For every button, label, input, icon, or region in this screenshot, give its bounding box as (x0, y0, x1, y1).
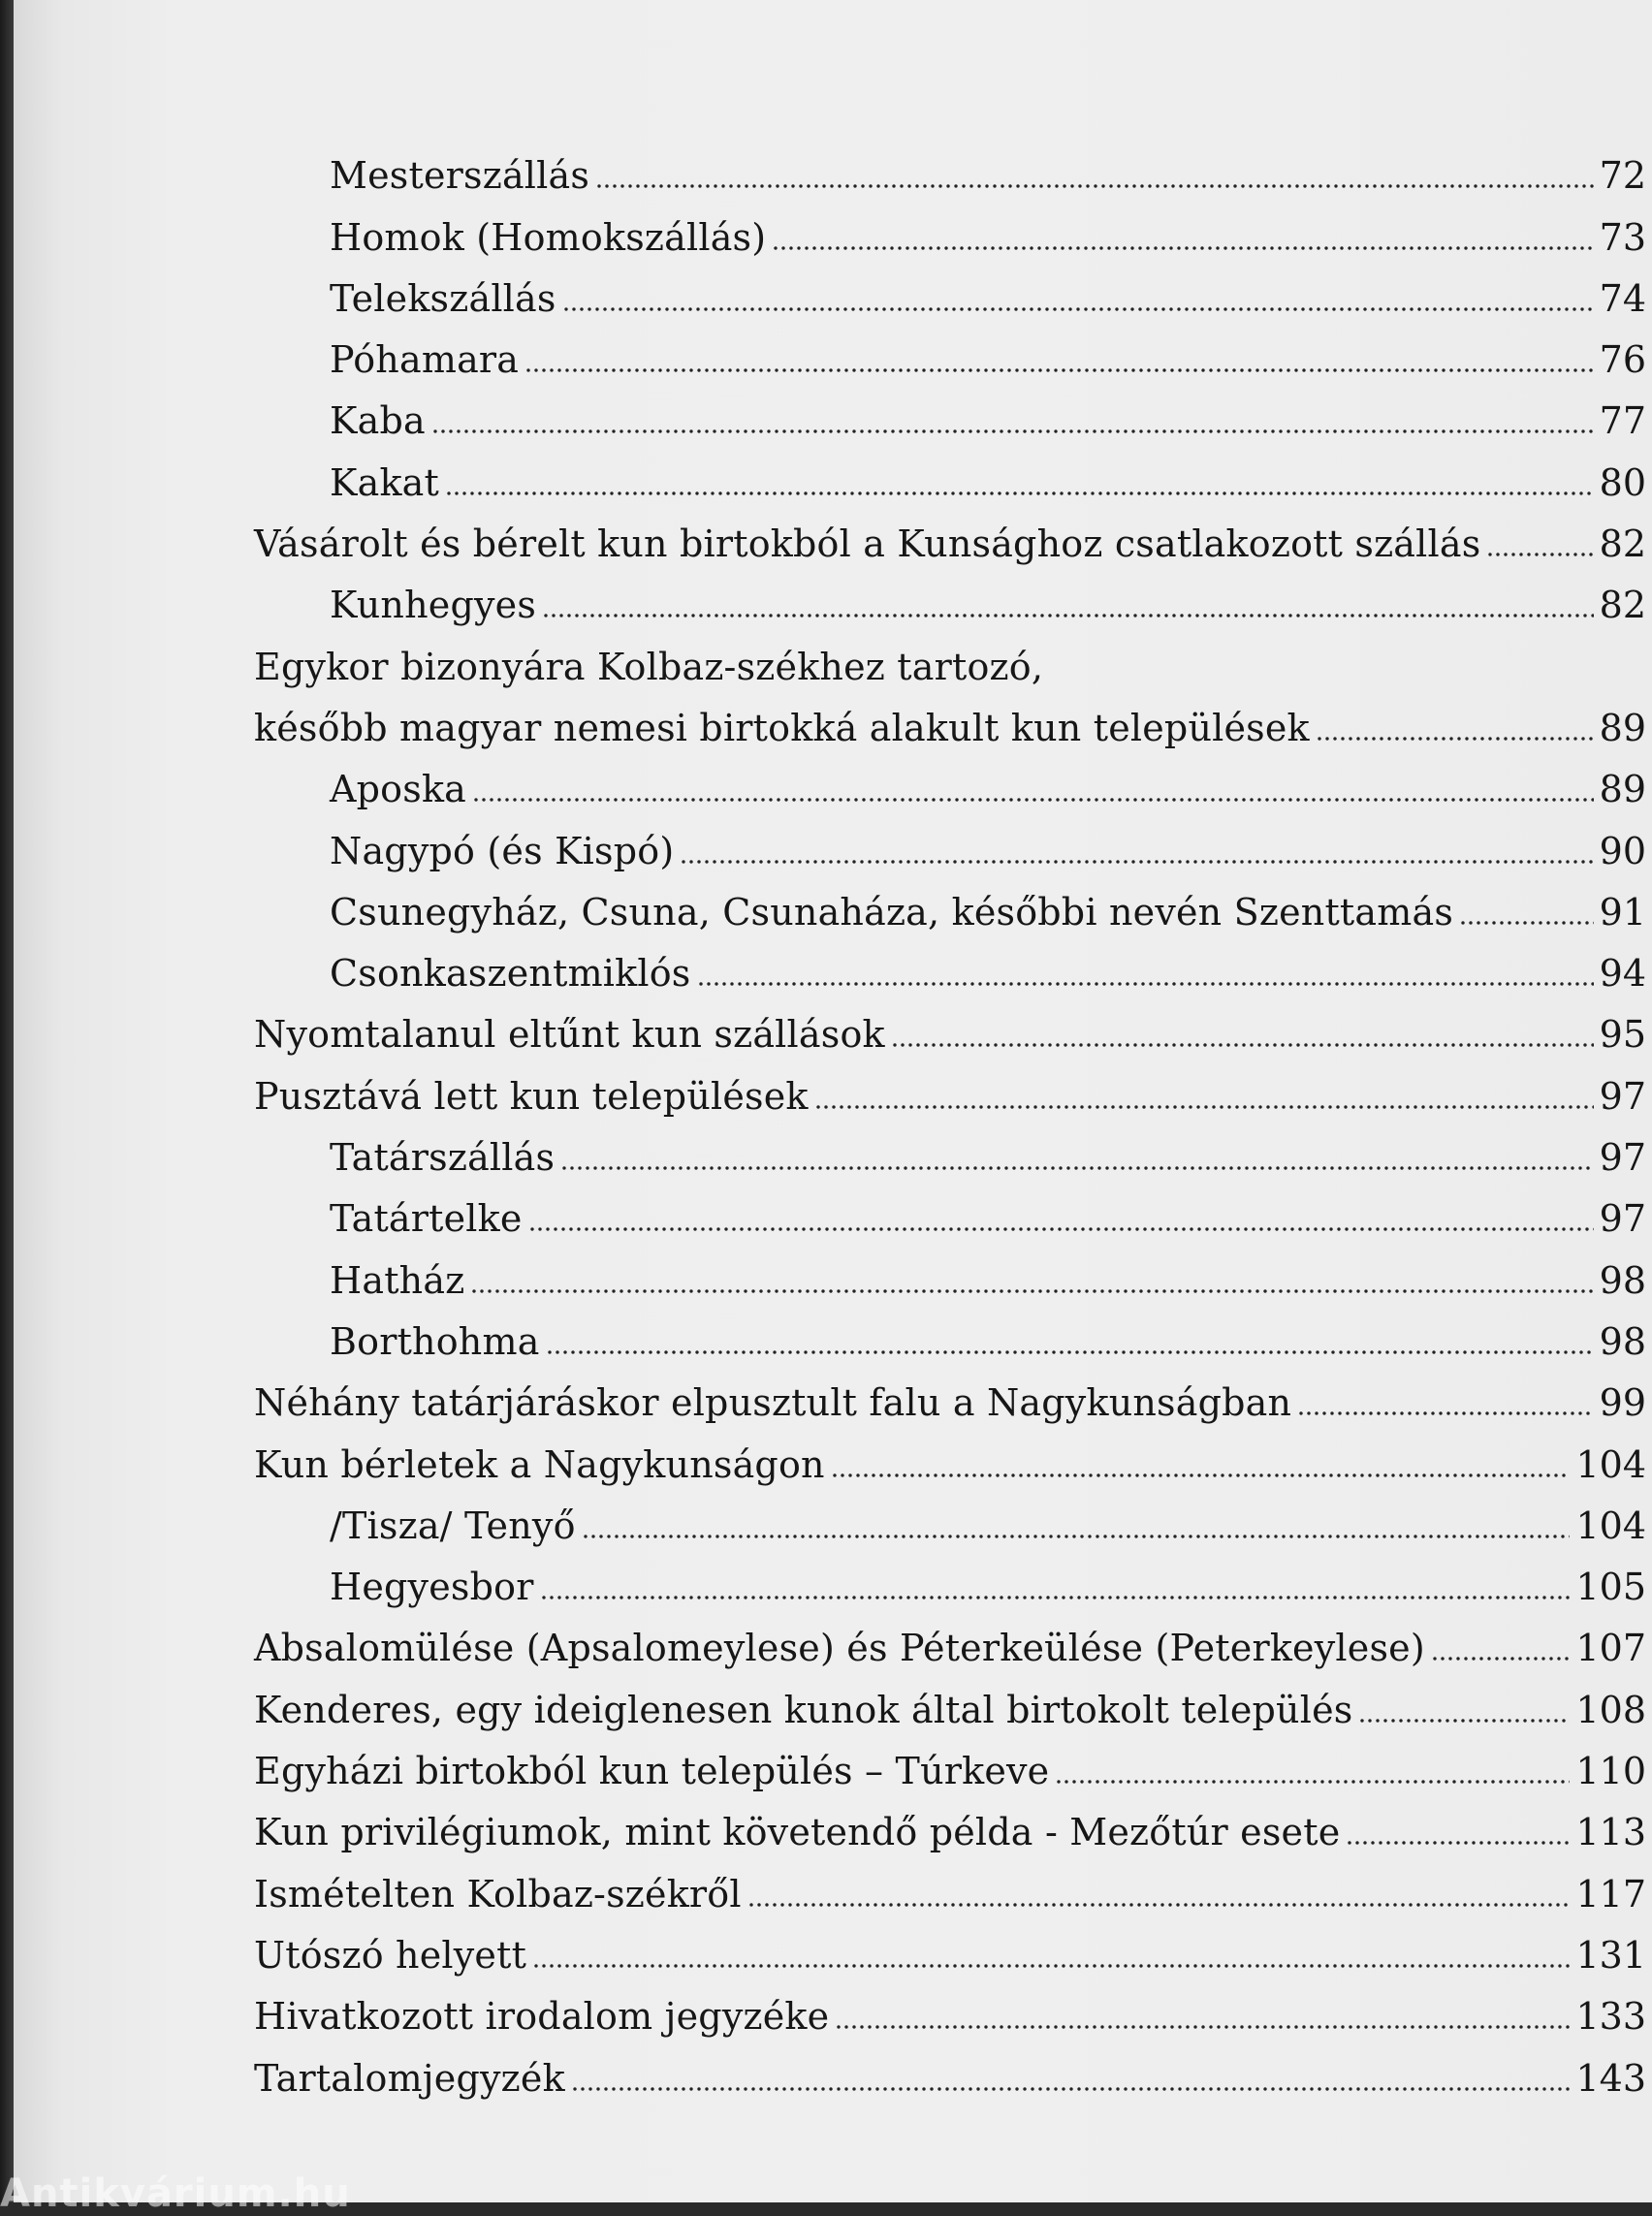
toc-entry-title: később magyar nemesi birtokká alakult kun települések (254, 706, 1310, 749)
toc-entry (254, 1552, 1646, 1613)
toc-entry-title: Tatárszállás (330, 1136, 556, 1180)
toc-entry (254, 1061, 1646, 1122)
toc-dot-leader (1358, 1718, 1570, 1724)
toc-dot-leader (595, 183, 1594, 189)
toc-dot-leader (1431, 1656, 1571, 1662)
toc-entry-page-number: 133 (1575, 1995, 1646, 2039)
toc-entry-page-number: 91 (1599, 890, 1646, 934)
toc-dot-leader (1486, 552, 1593, 557)
toc-entry (254, 1736, 1646, 1797)
toc-entry-title: Tatártelke (330, 1197, 523, 1241)
toc-entry (254, 1491, 1646, 1552)
toc-entry (254, 815, 1646, 876)
toc-entry (254, 570, 1646, 631)
toc-entry (254, 631, 1646, 692)
toc-entry-title: Kenderes, egy ideiglenesen kunok által birtokolt település (254, 1688, 1353, 1731)
toc-entry (254, 202, 1646, 263)
toc-dot-leader (1297, 1410, 1593, 1416)
toc-entry (254, 447, 1646, 508)
toc-entry-title: Pusztává lett kun települések (254, 1074, 809, 1118)
toc-entry (254, 386, 1646, 447)
toc-entry (254, 1920, 1646, 1981)
toc-dot-leader (835, 2024, 1570, 2030)
toc-dot-leader (680, 859, 1593, 865)
toc-entry-title: Nyomtalanul eltűnt kun szállások (254, 1013, 885, 1057)
toc-dot-leader (542, 613, 1594, 618)
toc-entry-page-number: 76 (1599, 338, 1646, 382)
toc-dot-leader (1346, 1840, 1570, 1846)
toc-dot-leader (560, 1165, 1593, 1171)
toc-entry-page-number: 72 (1599, 154, 1646, 198)
toc-dot-leader (1316, 736, 1594, 742)
toc-entry-title: Mesterszállás (330, 154, 590, 198)
toc-dot-leader (472, 797, 1594, 803)
toc-entry (254, 325, 1646, 386)
table-of-contents (254, 141, 1646, 2105)
toc-entry-title: Tartalomjegyzék (254, 2056, 565, 2100)
toc-entry-title: /Tisza/ Tenyő (330, 1504, 576, 1547)
toc-entry-title: Néhány tatárjáráskor elpusztult falu a Nagykunságban (254, 1381, 1292, 1425)
toc-dot-leader (524, 367, 1593, 373)
toc-entry (254, 877, 1646, 938)
toc-entry-page-number: 73 (1599, 215, 1646, 259)
book-binding-edge (0, 0, 14, 2202)
toc-entry-page-number: 98 (1599, 1319, 1646, 1363)
toc-entry (254, 141, 1646, 202)
toc-entry (254, 264, 1646, 325)
toc-dot-leader (431, 428, 1594, 434)
toc-entry-title: Egykor bizonyára Kolbaz-székhez tartozó, (254, 645, 1044, 688)
toc-entry-page-number: 97 (1599, 1136, 1646, 1180)
toc-entry (254, 1613, 1646, 1674)
toc-dot-leader (582, 1534, 1571, 1539)
toc-entry-title: Kaba (330, 399, 426, 443)
toc-entry-page-number: 97 (1599, 1074, 1646, 1118)
toc-entry-page-number: 107 (1575, 1627, 1646, 1670)
toc-entry (254, 509, 1646, 570)
toc-dot-leader (814, 1104, 1594, 1110)
toc-dot-leader (772, 245, 1593, 251)
toc-entry-page-number: 113 (1575, 1811, 1646, 1854)
toc-entry-title: Borthohma (330, 1319, 540, 1363)
toc-entry (254, 1429, 1646, 1490)
toc-entry-title: Hivatkozott irodalom jegyzéke (254, 1995, 830, 2039)
toc-entry-page-number: 97 (1599, 1197, 1646, 1241)
toc-dot-leader (891, 1042, 1594, 1048)
toc-dot-leader (562, 306, 1594, 312)
toc-entry-page-number: 104 (1575, 1442, 1646, 1486)
toc-entry (254, 1307, 1646, 1368)
toc-entry (254, 938, 1646, 999)
toc-dot-leader (1459, 920, 1594, 926)
toc-entry-title: Kun privilégiumok, mint követendő példa - Mezőtúr esete (254, 1811, 1341, 1854)
toc-entry (254, 754, 1646, 815)
toc-entry (254, 1245, 1646, 1306)
toc-entry-page-number: 89 (1599, 706, 1646, 749)
toc-entry-page-number: 94 (1599, 952, 1646, 996)
toc-entry-page-number: 77 (1599, 399, 1646, 443)
toc-entry (254, 1368, 1646, 1429)
toc-entry (254, 1123, 1646, 1184)
toc-entry-title: Csonkaszentmiklós (330, 952, 691, 996)
toc-entry-page-number: 98 (1599, 1258, 1646, 1302)
toc-entry-title: Aposka (330, 768, 467, 811)
toc-dot-leader (528, 1226, 1594, 1232)
toc-entry-page-number: 99 (1599, 1381, 1646, 1425)
toc-entry-page-number: 143 (1575, 2056, 1646, 2100)
toc-entry-title: Póhamara (330, 338, 520, 382)
toc-dot-leader (470, 1288, 1593, 1294)
toc-dot-leader (747, 1902, 1571, 1908)
toc-entry-page-number: 89 (1599, 768, 1646, 811)
toc-entry-title: Telekszállás (330, 276, 556, 320)
book-page (14, 0, 1652, 2202)
toc-entry (254, 999, 1646, 1061)
toc-entry (254, 693, 1646, 754)
toc-entry (254, 1797, 1646, 1858)
toc-dot-leader (532, 1963, 1570, 1969)
toc-entry-page-number: 104 (1575, 1504, 1646, 1547)
toc-entry-page-number: 74 (1599, 276, 1646, 320)
toc-dot-leader (540, 1595, 1571, 1600)
toc-dot-leader (571, 2086, 1571, 2092)
toc-entry (254, 1184, 1646, 1245)
toc-dot-leader (697, 981, 1594, 987)
toc-entry-page-number: 108 (1575, 1688, 1646, 1731)
toc-entry-title: Egyházi birtokból kun település – Túrkeve (254, 1750, 1050, 1793)
toc-dot-leader (1055, 1779, 1570, 1785)
toc-entry-title: Kunhegyes (330, 584, 537, 627)
toc-entry-page-number: 80 (1599, 460, 1646, 504)
toc-entry-page-number: 95 (1599, 1013, 1646, 1057)
toc-entry-title: Kun bérletek a Nagykunságon (254, 1442, 825, 1486)
toc-entry (254, 2042, 1646, 2104)
toc-entry-title: Nagypó (és Kispó) (330, 829, 675, 872)
toc-entry-title: Absalomülése (Apsalomeylese) és Péterkeülése (Peterkeylese) (254, 1627, 1425, 1670)
toc-entry (254, 1674, 1646, 1735)
toc-entry-title: Utószó helyett (254, 1933, 527, 1977)
toc-entry (254, 1981, 1646, 2042)
toc-dot-leader (445, 491, 1594, 496)
toc-entry-page-number: 82 (1599, 584, 1646, 627)
toc-dot-leader (831, 1472, 1571, 1478)
toc-entry-page-number: 117 (1575, 1872, 1646, 1915)
toc-entry-title: Vásárolt és bérelt kun birtokból a Kunsághoz csatlakozott szállás (254, 522, 1481, 566)
toc-entry-title: Hegyesbor (330, 1566, 534, 1609)
toc-entry-title: Hatház (330, 1258, 465, 1302)
toc-entry-title: Kakat (330, 460, 439, 504)
toc-entry-page-number: 110 (1575, 1750, 1646, 1793)
toc-entry-page-number: 82 (1599, 522, 1646, 566)
toc-entry-title: Homok (Homokszállás) (330, 215, 767, 259)
toc-entry-page-number: 131 (1575, 1933, 1646, 1977)
toc-entry-title: Ismételten Kolbaz-székről (254, 1872, 742, 1915)
toc-entry-page-number: 105 (1575, 1566, 1646, 1609)
toc-entry-page-number: 90 (1599, 829, 1646, 872)
toc-dot-leader (546, 1349, 1594, 1355)
watermark-logo: Antikvárium.hu (0, 2171, 351, 2216)
toc-entry (254, 1858, 1646, 1919)
toc-entry-title: Csunegyház, Csuna, Csunaháza, későbbi nevén Szenttamás (330, 890, 1454, 934)
